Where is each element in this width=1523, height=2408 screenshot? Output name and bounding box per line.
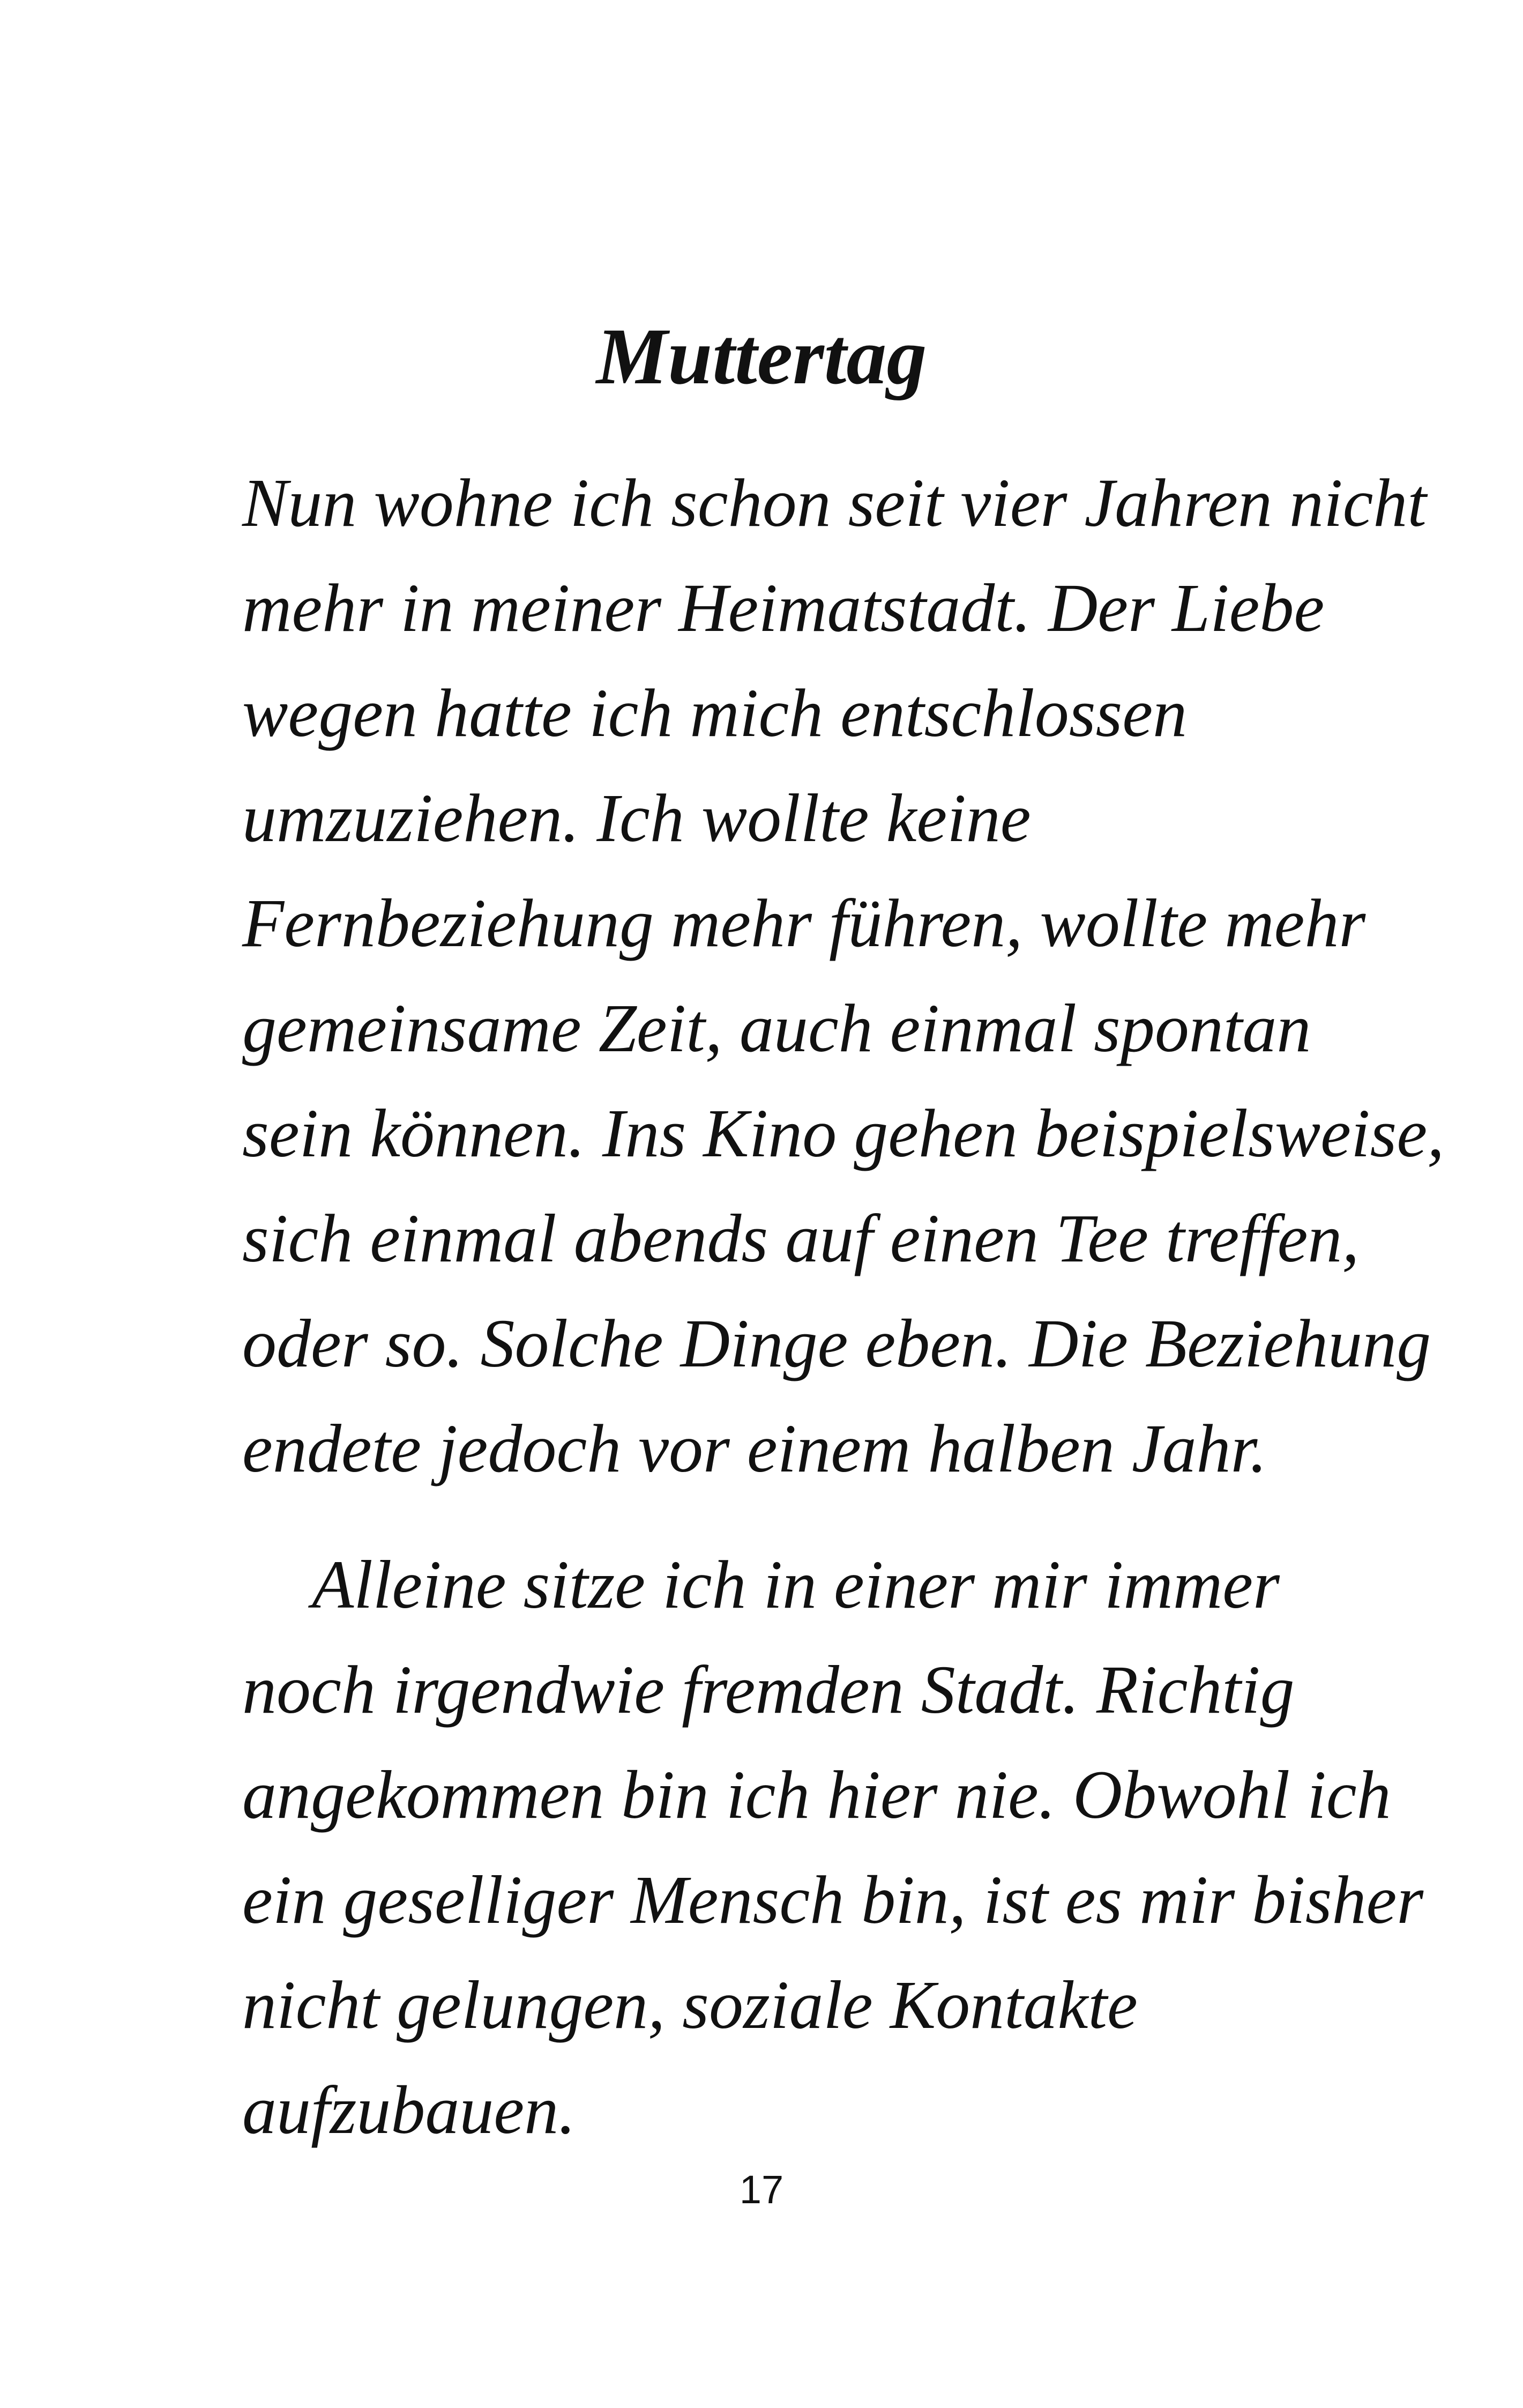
text-line: sich einmal abends auf einen Tee treffen, [242, 1200, 1360, 1276]
text-line: Alleine sitze ich in einer mir immer [312, 1547, 1280, 1623]
text-line: Nun wohne ich schon seit vier Jahren nicht [242, 465, 1427, 541]
body-text [242, 450, 1445, 2162]
paragraph-spacer [242, 1501, 1314, 1532]
paragraph-1 [242, 450, 1445, 1501]
text-line: endete jedoch vor einem halben Jahr. [242, 1410, 1267, 1487]
text-line: Fernbeziehung mehr führen, wollte mehr [242, 885, 1366, 961]
paragraph-2 [242, 1532, 1424, 2162]
chapter-title: Muttertag [596, 312, 927, 401]
text-line: sein können. Ins Kino gehen beispielsweise, [242, 1095, 1445, 1171]
text-line: wegen hatte ich mich entschlossen [242, 675, 1188, 751]
text-line: gemeinsame Zeit, auch einmal spontan [242, 990, 1311, 1066]
text-line: nicht gelungen, soziale Kontakte [242, 1967, 1138, 2043]
text-line: aufzubauen. [242, 2072, 576, 2148]
text-line: noch irgendwie fremden Stadt. Richtig [242, 1652, 1295, 1728]
text-line: umzuziehen. Ich wollte keine [242, 780, 1031, 856]
text-line: oder so. Solche Dinge eben. Die Beziehung [242, 1305, 1431, 1381]
page-number: 17 [739, 2167, 784, 2212]
text-line: mehr in meiner Heimatstadt. Der Liebe [242, 570, 1325, 646]
text-line: angekommen bin ich hier nie. Obwohl ich [242, 1757, 1391, 1833]
text-line: ein geselliger Mensch bin, ist es mir bisher [242, 1862, 1424, 1938]
